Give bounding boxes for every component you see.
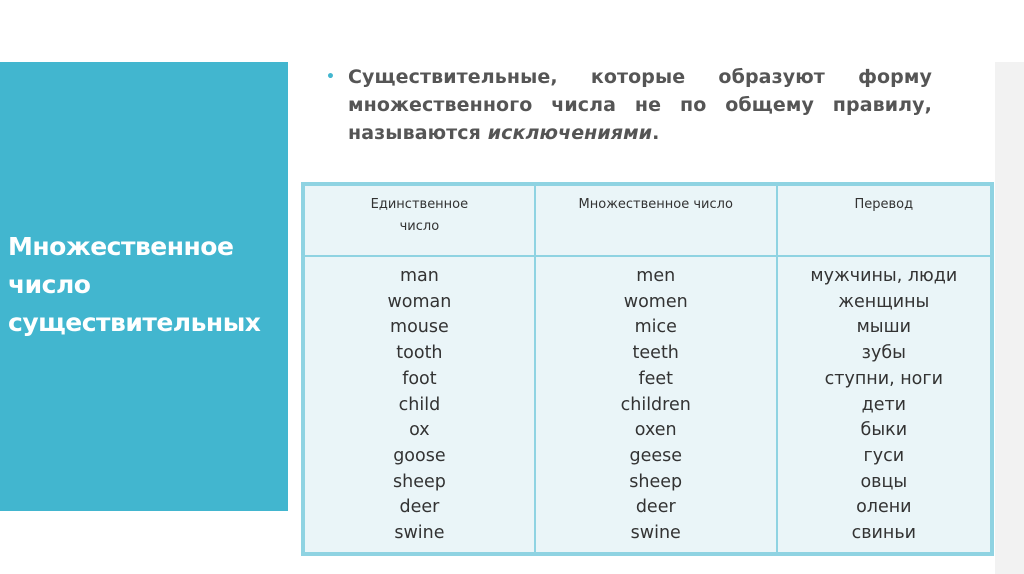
translation-word: мыши bbox=[856, 317, 912, 338]
table-header-row bbox=[304, 185, 991, 256]
table bbox=[303, 184, 992, 554]
translation-word: ступни, ноги bbox=[824, 368, 943, 389]
singular-word: sheep bbox=[392, 471, 446, 492]
singular-word: child bbox=[398, 394, 441, 415]
bullet-icon: • bbox=[326, 69, 335, 85]
plural-word: women bbox=[623, 291, 688, 312]
plural-exceptions-table bbox=[301, 182, 994, 556]
plural-word: mice bbox=[634, 317, 677, 338]
singular-word: foot bbox=[402, 368, 437, 389]
translation-word: гуси bbox=[863, 445, 905, 466]
plural-word: swine bbox=[630, 523, 681, 544]
plural-word: men bbox=[636, 266, 676, 286]
singular-word: deer bbox=[399, 497, 440, 518]
singular-word: swine bbox=[394, 523, 445, 544]
translation-word: быки bbox=[860, 420, 908, 441]
header-plural: Множественное число bbox=[535, 185, 777, 256]
plural-word: deer bbox=[635, 497, 676, 518]
plural-word: sheep bbox=[629, 471, 683, 492]
translation-word: женщины bbox=[838, 291, 930, 312]
bullet-text-main: Существительные, которые образуют форму множественного числа не по общему правилу, называются bbox=[348, 66, 932, 144]
singular-column bbox=[304, 256, 535, 553]
bullet-point bbox=[326, 63, 932, 147]
bullet-emphasis: исключениями bbox=[487, 122, 653, 144]
header-translation: Перевод bbox=[777, 185, 991, 256]
translation-word: свиньи bbox=[851, 523, 917, 544]
translation-word: мужчины, люди bbox=[810, 266, 958, 286]
slide-title-line-2: число bbox=[8, 270, 91, 299]
right-edge-strip bbox=[995, 62, 1024, 574]
translation-word: овцы bbox=[860, 471, 908, 492]
plural-column bbox=[535, 256, 777, 553]
table-row bbox=[304, 256, 991, 553]
singular-word: tooth bbox=[396, 343, 443, 364]
plural-word: teeth bbox=[632, 343, 679, 364]
plural-word: children bbox=[620, 394, 691, 415]
singular-word: woman bbox=[387, 291, 452, 312]
header-singular-label: Единственное число bbox=[370, 197, 469, 234]
singular-word: man bbox=[399, 266, 439, 286]
translation-word: зубы bbox=[861, 343, 906, 364]
slide-title bbox=[8, 228, 283, 342]
slide-title-line-3: существительных bbox=[8, 308, 261, 337]
slide-title-line-1: Множественное bbox=[8, 232, 234, 261]
bullet-text bbox=[348, 63, 932, 147]
singular-word: ox bbox=[409, 420, 430, 441]
plural-word: geese bbox=[629, 445, 682, 466]
bullet-text-end: . bbox=[652, 122, 660, 144]
singular-word: mouse bbox=[390, 317, 449, 338]
header-singular bbox=[304, 185, 535, 256]
translation-word: олени bbox=[856, 497, 912, 518]
plural-word: oxen bbox=[634, 420, 677, 441]
singular-word: goose bbox=[393, 445, 446, 466]
plural-word: feet bbox=[638, 368, 674, 389]
translation-column bbox=[777, 256, 991, 553]
translation-word: дети bbox=[861, 394, 907, 415]
